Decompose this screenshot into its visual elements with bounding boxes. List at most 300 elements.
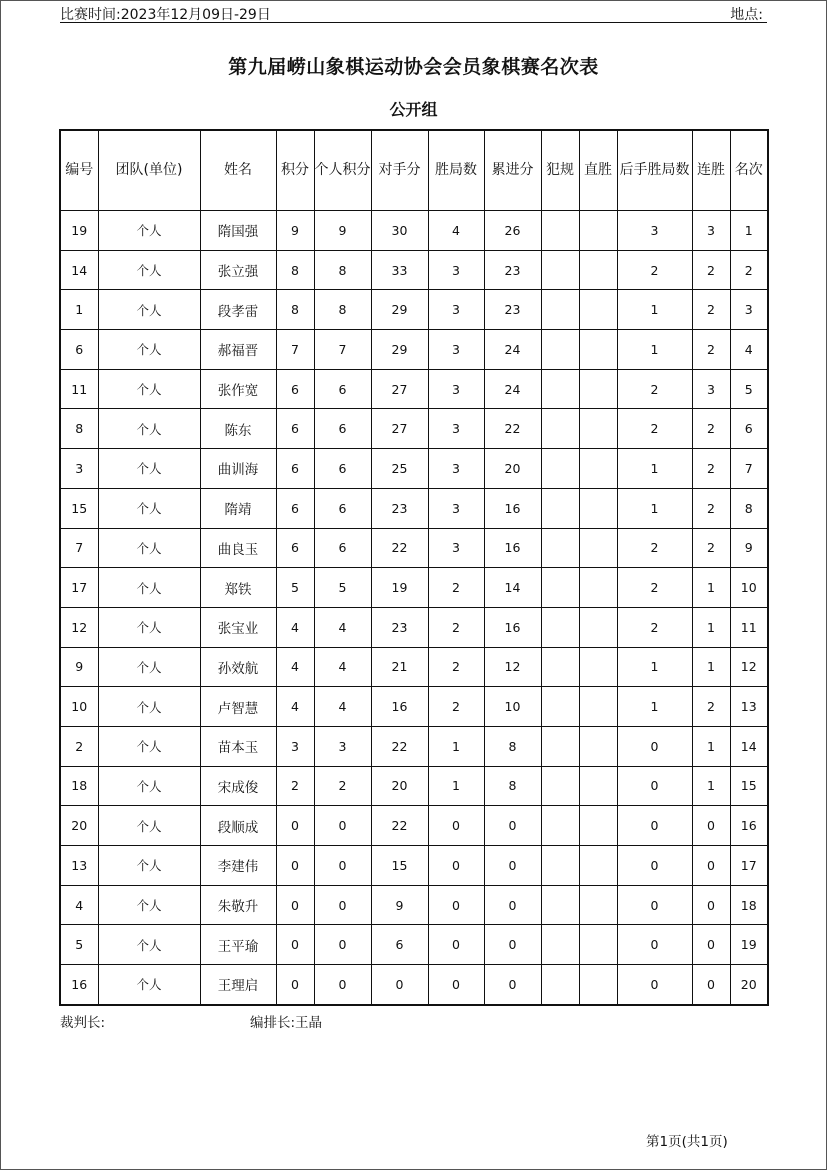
table-cell: 33 [371,250,428,290]
table-cell [541,965,579,1005]
table-cell: 8 [730,488,768,528]
table-cell: 4 [60,885,98,925]
table-cell: 16 [484,528,541,568]
table-cell: 郑铁 [200,568,276,608]
table-cell: 个人 [98,766,200,806]
table-cell [541,369,579,409]
table-cell: 7 [314,330,371,370]
table-cell: 7 [60,528,98,568]
table-cell: 6 [314,409,371,449]
table-cell [541,409,579,449]
table-cell: 6 [276,369,314,409]
table-cell: 23 [371,488,428,528]
table-cell: 3 [428,488,484,528]
table-cell: 8 [484,726,541,766]
table-row [60,687,768,727]
table-cell: 0 [692,965,730,1005]
table-cell: 3 [314,726,371,766]
table-cell: 20 [484,449,541,489]
table-cell [541,330,579,370]
table-cell: 2 [730,250,768,290]
table-cell: 8 [314,290,371,330]
table-cell: 0 [371,965,428,1005]
table-cell [579,647,617,687]
table-cell: 孙效航 [200,647,276,687]
table-cell: 0 [617,846,692,886]
table-cell: 25 [371,449,428,489]
table-cell: 2 [692,290,730,330]
table-cell: 个人 [98,250,200,290]
table-cell: 2 [692,528,730,568]
table-cell: 22 [371,528,428,568]
table-cell: 12 [60,607,98,647]
chief-referee-label: 裁判长: [60,1015,106,1031]
table-cell [541,568,579,608]
column-header: 犯规 [541,130,579,211]
table-row [60,726,768,766]
table-cell: 0 [428,965,484,1005]
table-cell: 3 [428,369,484,409]
table-cell: 11 [730,607,768,647]
table-row [60,369,768,409]
table-cell: 0 [617,885,692,925]
column-header: 个人积分 [314,130,371,211]
table-cell: 张立强 [200,250,276,290]
table-row [60,528,768,568]
table-cell: 4 [428,211,484,251]
table-cell: 0 [617,925,692,965]
table-cell: 1 [617,488,692,528]
table-cell: 1 [428,726,484,766]
table-cell: 2 [617,528,692,568]
table-cell: 19 [371,568,428,608]
table-cell: 0 [314,965,371,1005]
table-cell: 3 [692,211,730,251]
table-cell: 3 [428,528,484,568]
table-cell: 个人 [98,726,200,766]
table-cell [579,726,617,766]
table-cell [541,846,579,886]
table-cell: 段顺成 [200,806,276,846]
table-cell: 23 [484,250,541,290]
column-header: 对手分 [371,130,428,211]
table-cell: 0 [692,925,730,965]
table-cell: 22 [484,409,541,449]
table-cell: 27 [371,409,428,449]
table-cell: 0 [617,806,692,846]
table-row [60,607,768,647]
table-cell: 7 [730,449,768,489]
table-cell: 5 [276,568,314,608]
table-cell: 27 [371,369,428,409]
table-cell: 王理启 [200,965,276,1005]
table-cell: 1 [692,726,730,766]
table-cell: 2 [428,607,484,647]
table-row [60,965,768,1005]
table-cell [541,250,579,290]
table-cell: 8 [276,250,314,290]
table-cell: 22 [371,806,428,846]
table-cell [579,250,617,290]
table-cell [579,607,617,647]
table-cell: 2 [428,568,484,608]
table-cell: 0 [428,846,484,886]
table-cell: 陈东 [200,409,276,449]
table-cell: 13 [730,687,768,727]
column-header: 团队(单位) [98,130,200,211]
table-cell: 0 [276,806,314,846]
table-cell: 3 [428,250,484,290]
table-cell [579,568,617,608]
table-cell: 20 [371,766,428,806]
table-cell: 2 [692,687,730,727]
table-cell: 隋国强 [200,211,276,251]
table-row [60,449,768,489]
table-cell: 1 [60,290,98,330]
table-row [60,250,768,290]
table-cell: 个人 [98,568,200,608]
table-cell: 30 [371,211,428,251]
table-cell: 段孝雷 [200,290,276,330]
table-cell: 个人 [98,330,200,370]
table-cell: 曲良玉 [200,528,276,568]
table-cell: 5 [730,369,768,409]
table-row [60,846,768,886]
table-cell: 2 [692,250,730,290]
ranking-table [59,129,769,1006]
column-header: 姓名 [200,130,276,211]
table-cell: 9 [371,885,428,925]
table-cell: 14 [484,568,541,608]
match-location: 地点: [730,7,763,23]
table-cell: 8 [314,250,371,290]
table-cell: 20 [730,965,768,1005]
table-cell: 6 [730,409,768,449]
table-cell: 16 [371,687,428,727]
table-row [60,211,768,251]
table-cell: 13 [60,846,98,886]
table-cell: 0 [314,925,371,965]
table-cell [579,369,617,409]
table-cell [541,726,579,766]
column-header: 名次 [730,130,768,211]
table-cell: 4 [276,687,314,727]
table-row [60,290,768,330]
table-cell [579,488,617,528]
column-header: 积分 [276,130,314,211]
table-cell: 10 [484,687,541,727]
table-cell: 1 [692,568,730,608]
table-cell: 2 [276,766,314,806]
table-cell: 卢智慧 [200,687,276,727]
table-cell [579,925,617,965]
table-cell: 张宝业 [200,607,276,647]
table-cell: 个人 [98,369,200,409]
table-cell: 1 [692,607,730,647]
table-cell: 7 [276,330,314,370]
table-row [60,409,768,449]
table-cell: 9 [60,647,98,687]
column-header: 胜局数 [428,130,484,211]
table-cell: 0 [314,806,371,846]
table-cell: 29 [371,330,428,370]
table-cell [579,211,617,251]
table-cell: 张作宽 [200,369,276,409]
table-cell: 2 [428,687,484,727]
table-cell: 16 [484,488,541,528]
table-cell: 9 [276,211,314,251]
table-cell: 0 [276,965,314,1005]
table-cell: 0 [314,846,371,886]
arranger-label: 编排长:王晶 [250,1015,323,1031]
table-cell [579,290,617,330]
table-cell: 1 [692,766,730,806]
table-cell: 29 [371,290,428,330]
table-cell: 李建伟 [200,846,276,886]
table-cell: 1 [617,290,692,330]
table-cell: 宋成俊 [200,766,276,806]
table-cell: 0 [484,885,541,925]
table-cell: 4 [314,647,371,687]
table-cell: 个人 [98,647,200,687]
table-cell: 郝福晋 [200,330,276,370]
table-cell: 0 [276,925,314,965]
table-cell [579,687,617,727]
table-row [60,885,768,925]
table-cell: 4 [276,607,314,647]
table-cell [579,409,617,449]
table-cell: 0 [617,726,692,766]
table-cell: 2 [314,766,371,806]
document-title: 第九届崂山象棋运动协会会员象棋赛名次表 [228,56,599,78]
table-cell [541,211,579,251]
table-cell: 19 [60,211,98,251]
table-cell [579,766,617,806]
table-cell: 隋靖 [200,488,276,528]
table-cell: 3 [730,290,768,330]
table-cell: 0 [484,925,541,965]
table-row [60,806,768,846]
column-header: 连胜 [692,130,730,211]
table-cell: 6 [371,925,428,965]
table-cell: 个人 [98,528,200,568]
page-number: 第1页(共1页) [646,1134,728,1150]
table-cell: 15 [730,766,768,806]
table-cell: 苗本玉 [200,726,276,766]
table-cell [541,528,579,568]
table-cell: 个人 [98,488,200,528]
header-bar [60,4,767,23]
table-cell: 6 [276,409,314,449]
table-cell: 8 [484,766,541,806]
table-cell: 0 [428,885,484,925]
table-cell [541,449,579,489]
table-cell: 3 [60,449,98,489]
table-cell: 个人 [98,806,200,846]
table-cell [579,885,617,925]
table-row [60,488,768,528]
table-cell: 0 [692,806,730,846]
table-cell [579,449,617,489]
table-row [60,647,768,687]
table-cell: 4 [314,687,371,727]
table-cell: 6 [314,449,371,489]
table-cell: 6 [276,528,314,568]
table-cell [579,330,617,370]
table-cell [541,647,579,687]
table-cell: 18 [60,766,98,806]
group-name: 公开组 [389,100,438,119]
table-cell: 2 [692,409,730,449]
table-cell: 1 [617,330,692,370]
table-cell: 2 [692,449,730,489]
table-cell: 0 [484,846,541,886]
table-cell: 4 [276,647,314,687]
table-cell: 15 [371,846,428,886]
table-cell: 15 [60,488,98,528]
table-cell [541,488,579,528]
table-cell: 个人 [98,290,200,330]
table-cell: 14 [60,250,98,290]
column-header: 后手胜局数 [617,130,692,211]
table-cell: 6 [60,330,98,370]
table-cell [541,687,579,727]
table-cell: 0 [692,846,730,886]
table-cell: 个人 [98,449,200,489]
table-cell: 12 [730,647,768,687]
table-cell: 17 [730,846,768,886]
table-cell: 12 [484,647,541,687]
column-header: 直胜 [579,130,617,211]
table-cell: 3 [428,330,484,370]
table-row [60,330,768,370]
column-header: 累进分 [484,130,541,211]
table-cell [579,528,617,568]
table-cell: 8 [276,290,314,330]
column-header: 编号 [60,130,98,211]
table-cell: 23 [371,607,428,647]
table-cell: 0 [484,965,541,1005]
table-cell: 2 [692,488,730,528]
table-cell: 9 [730,528,768,568]
table-cell: 6 [314,488,371,528]
table-cell [541,885,579,925]
table-cell: 0 [276,885,314,925]
table-cell: 10 [730,568,768,608]
table-cell: 个人 [98,607,200,647]
table-cell: 24 [484,369,541,409]
table-cell: 20 [60,806,98,846]
table-cell: 2 [617,607,692,647]
table-cell: 0 [617,766,692,806]
table-cell: 16 [484,607,541,647]
table-cell: 10 [60,687,98,727]
table-cell: 4 [730,330,768,370]
table-cell [541,766,579,806]
table-cell: 21 [371,647,428,687]
table-cell: 个人 [98,885,200,925]
table-cell: 0 [692,885,730,925]
table-cell: 0 [314,885,371,925]
table-cell: 2 [428,647,484,687]
table-cell: 3 [428,409,484,449]
table-cell: 16 [60,965,98,1005]
table-cell: 朱敬升 [200,885,276,925]
table-cell: 0 [428,806,484,846]
table-cell: 9 [314,211,371,251]
table-cell: 6 [314,369,371,409]
table-cell [541,607,579,647]
table-cell: 2 [617,409,692,449]
match-time: 比赛时间:2023年12月09日-29日 [60,7,271,23]
table-cell: 1 [692,647,730,687]
table-cell: 11 [60,369,98,409]
table-cell: 1 [617,449,692,489]
table-cell: 曲训海 [200,449,276,489]
table-cell: 17 [60,568,98,608]
table-cell: 1 [730,211,768,251]
table-row [60,568,768,608]
table-cell: 16 [730,806,768,846]
table-cell: 5 [314,568,371,608]
table-cell: 18 [730,885,768,925]
table-cell [579,806,617,846]
table-cell [579,846,617,886]
table-cell: 3 [692,369,730,409]
table-cell: 2 [617,369,692,409]
table-cell: 4 [314,607,371,647]
table-header-row [60,130,768,211]
table-cell: 个人 [98,925,200,965]
table-cell [541,925,579,965]
table-cell [541,806,579,846]
table-cell: 2 [617,250,692,290]
table-cell: 0 [484,806,541,846]
table-cell: 2 [692,330,730,370]
table-cell: 3 [428,290,484,330]
table-cell: 8 [60,409,98,449]
table-cell: 个人 [98,846,200,886]
table-cell: 个人 [98,211,200,251]
table-cell: 23 [484,290,541,330]
table-cell: 王平瑜 [200,925,276,965]
table-cell: 0 [428,925,484,965]
table-cell: 5 [60,925,98,965]
table-cell: 6 [276,488,314,528]
table-cell [541,290,579,330]
table-cell: 个人 [98,965,200,1005]
table-cell: 26 [484,211,541,251]
table-cell: 个人 [98,409,200,449]
table-cell: 14 [730,726,768,766]
table-cell: 0 [276,846,314,886]
table-row [60,925,768,965]
table-cell: 2 [60,726,98,766]
table-cell: 3 [276,726,314,766]
table-cell: 6 [314,528,371,568]
table-cell: 1 [617,647,692,687]
table-cell: 2 [617,568,692,608]
table-cell: 3 [617,211,692,251]
table-cell: 3 [428,449,484,489]
table-cell: 个人 [98,687,200,727]
table-cell: 24 [484,330,541,370]
table-row [60,766,768,806]
table-cell: 0 [617,965,692,1005]
table-cell [579,965,617,1005]
table-cell: 6 [276,449,314,489]
table-cell: 19 [730,925,768,965]
